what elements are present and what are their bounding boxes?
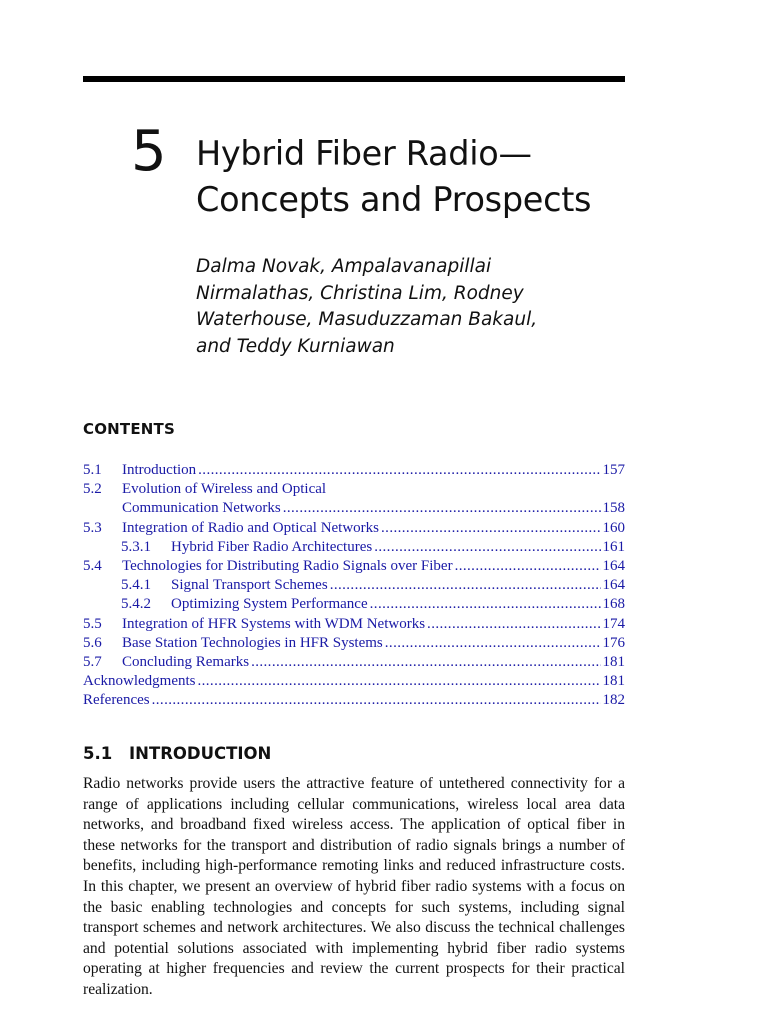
toc-entry-number: 5.7 xyxy=(83,653,102,670)
toc-entry-5-3-1[interactable] xyxy=(83,538,625,557)
toc-entry-acknowledgments[interactable] xyxy=(83,672,625,691)
toc-entry-5-7[interactable] xyxy=(83,653,625,672)
toc-entry-number: 5.6 xyxy=(83,634,102,651)
toc-entry-page: 157 xyxy=(602,462,625,478)
toc-entry-5-3[interactable] xyxy=(83,519,625,538)
toc-entry-page: 168 xyxy=(602,596,625,613)
toc-entry-title: Communication Networks xyxy=(122,500,281,517)
toc-entry-page: 176 xyxy=(602,634,625,651)
author-line: and Teddy Kurniawan xyxy=(196,335,395,357)
toc-dot-leader xyxy=(370,595,601,614)
toc-entry-page: 161 xyxy=(602,538,625,555)
toc-entry-number: 5.3.1 xyxy=(121,538,151,555)
toc-dot-leader xyxy=(381,519,600,538)
chapter-number: 5 xyxy=(131,119,167,184)
toc-entry-number: 5.5 xyxy=(83,615,102,632)
toc-entry-title: Hybrid Fiber Radio Architectures xyxy=(171,538,373,555)
toc-entry-title: Base Station Technologies in HFR Systems xyxy=(122,634,383,651)
chapter-top-rule xyxy=(83,76,625,82)
toc-entry-title: Introduction xyxy=(122,462,197,478)
toc-entry-5-4[interactable] xyxy=(83,557,625,576)
toc-entry-5-2-continued[interactable] xyxy=(83,499,625,518)
toc-entry-number: 5.4.2 xyxy=(121,596,151,613)
toc-entry-5-2[interactable] xyxy=(83,480,625,499)
toc-entry-number: 5.2 xyxy=(83,481,102,498)
toc-entry-title: Integration of HFR Systems with WDM Networks xyxy=(122,615,426,632)
chapter-title xyxy=(196,131,591,223)
toc-entry-number: 5.1 xyxy=(83,462,102,478)
toc-entry-page: 182 xyxy=(602,692,625,709)
introduction-paragraph: Radio networks provide users the attractive feature of untethered connectivity for a range of applications including cellular communications, wireless local area data networks, and broadband fixed wireless access. The application of optical fiber in these networks for the transport and distribution of radio signals brings a number of benefits, including high-performance remoting links and reduced infrastructure costs. In this chapter, we present an overview of hybrid fiber radio systems with a focus on the basic enabling technologies and concepts for such systems, including signal transport schemes and network architectures. We also discuss the technical challenges and potential solutions associated with implementing hybrid fiber radio systems operating at higher frequencies and review the current prospects for their practical realization. xyxy=(83,775,625,998)
toc-entry-page: 164 xyxy=(602,577,625,594)
toc-entry-page: 164 xyxy=(602,557,625,574)
toc-dot-leader xyxy=(251,653,600,672)
toc-dot-leader xyxy=(455,557,601,576)
toc-entry-references[interactable] xyxy=(83,691,625,710)
toc-dot-leader xyxy=(198,461,600,480)
toc-entry-5-6[interactable] xyxy=(83,634,625,653)
toc-entry-page: 181 xyxy=(602,673,625,690)
toc-entry-number: 5.3 xyxy=(83,519,102,536)
toc-dot-leader xyxy=(427,615,600,634)
toc-entry-page: 160 xyxy=(602,519,625,536)
section-number: 5.1 xyxy=(83,744,113,763)
toc-entry-title: Acknowledgments xyxy=(83,673,196,690)
toc-dot-leader xyxy=(330,576,601,595)
toc-dot-leader xyxy=(152,691,601,710)
toc-entry-page: 181 xyxy=(602,653,625,670)
toc-entry-5-4-2[interactable] xyxy=(83,595,625,614)
toc-entry-title: References xyxy=(83,692,150,709)
toc-entry-number: 5.4.1 xyxy=(121,577,151,594)
toc-entry-5-5[interactable] xyxy=(83,615,625,634)
toc-entry-title: Integration of Radio and Optical Networks xyxy=(122,519,380,536)
section-heading xyxy=(83,744,271,763)
toc-entry-number: 5.4 xyxy=(83,557,102,574)
chapter-title-line: Concepts and Prospects xyxy=(196,180,592,219)
chapter-title-line: Hybrid Fiber Radio— xyxy=(196,134,532,173)
author-line: Nirmalathas, Christina Lim, Rodney xyxy=(196,282,524,304)
toc-entry-page: 174 xyxy=(602,615,625,632)
toc-entry-page: 158 xyxy=(602,500,625,517)
toc-dot-leader xyxy=(385,634,601,653)
toc-dot-leader xyxy=(374,538,600,557)
table-of-contents xyxy=(83,461,625,710)
toc-entry-5-4-1[interactable] xyxy=(83,576,625,595)
toc-entry-title: Optimizing System Performance xyxy=(171,596,368,613)
toc-dot-leader xyxy=(283,499,601,518)
toc-entry-title: Concluding Remarks xyxy=(122,653,250,670)
contents-heading: CONTENTS xyxy=(83,420,175,438)
section-title: INTRODUCTION xyxy=(129,744,272,763)
author-line: Dalma Novak, Ampalavanapillai xyxy=(196,256,492,277)
toc-entry-title: Technologies for Distributing Radio Signals over Fiber xyxy=(122,557,453,574)
author-line: Waterhouse, Masuduzzaman Bakaul, xyxy=(196,309,538,330)
toc-entry-5-1[interactable] xyxy=(83,461,625,480)
toc-dot-leader xyxy=(197,672,600,691)
toc-entry-title: Evolution of Wireless and Optical xyxy=(122,481,327,498)
chapter-authors xyxy=(196,254,537,360)
toc-entry-title: Signal Transport Schemes xyxy=(171,577,328,594)
